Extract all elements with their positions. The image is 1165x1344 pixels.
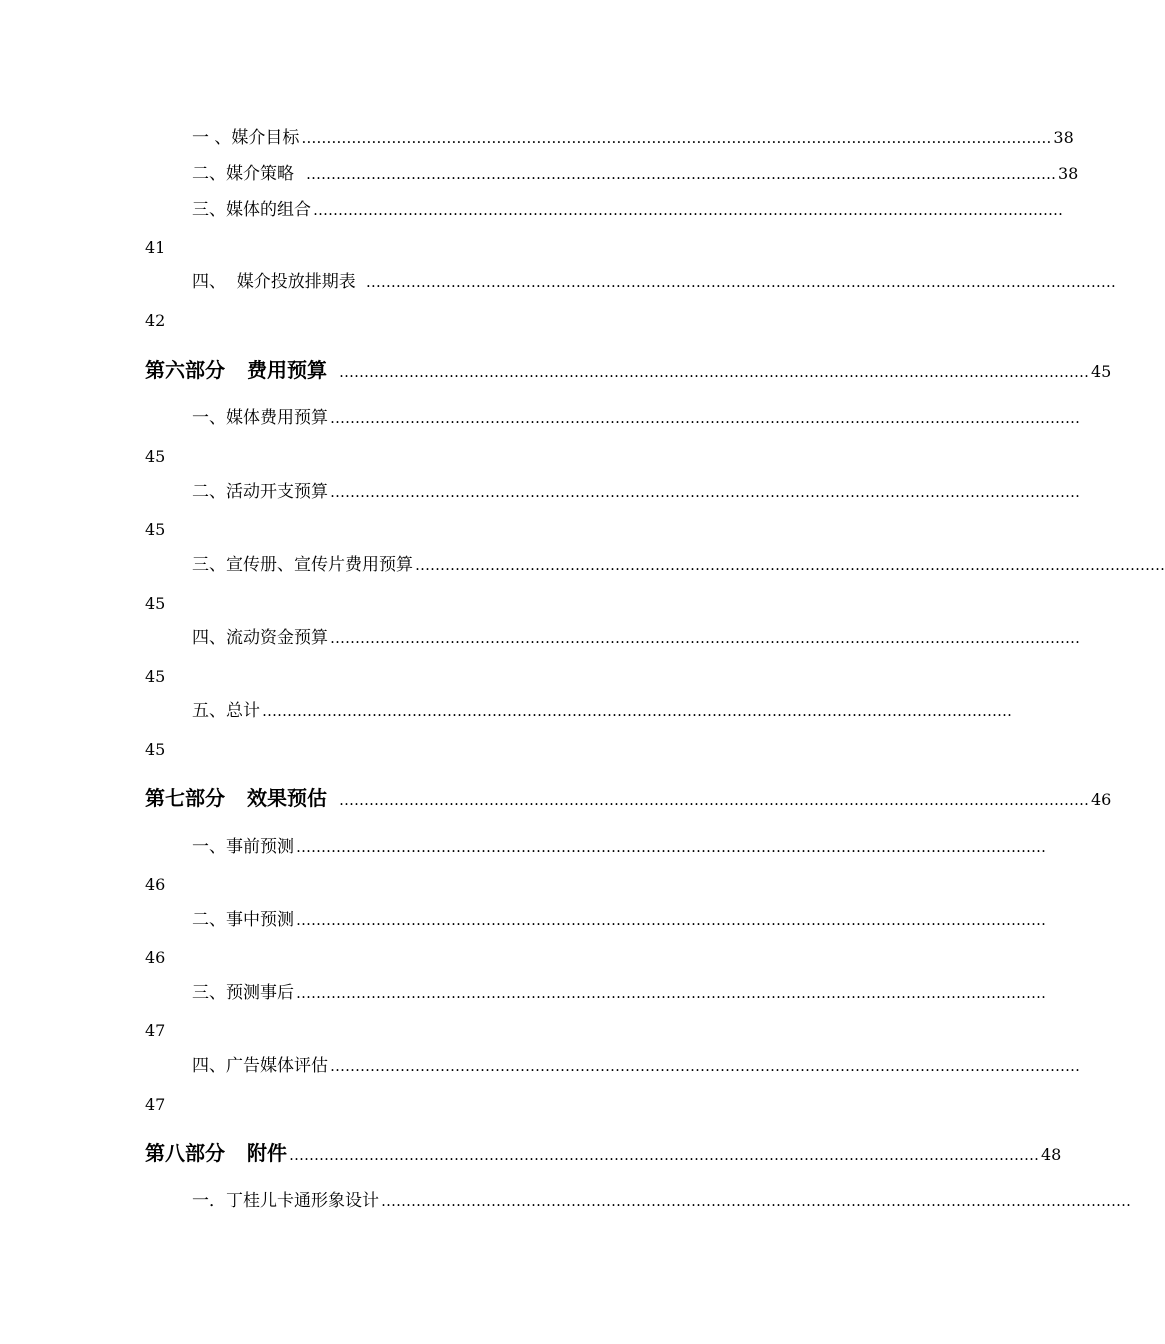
toc-entry[interactable] bbox=[192, 480, 1080, 504]
toc-entry[interactable] bbox=[192, 835, 1046, 859]
toc-entry-page: 45 bbox=[145, 667, 166, 686]
dot-leader: …………………………………………………………………………………………………………………………………… bbox=[330, 483, 1080, 501]
toc-part-page: 46 bbox=[1091, 790, 1112, 809]
toc-entry-page: 38 bbox=[1058, 164, 1079, 183]
toc-entry-page: 46 bbox=[145, 948, 166, 967]
dot-leader: …………………………………………………………………………………………………………………………………… bbox=[330, 629, 1080, 647]
toc-entry-label: 四、流动资金预算 bbox=[192, 628, 328, 648]
toc-entry[interactable] bbox=[192, 981, 1046, 1005]
part-title: 第六部分 bbox=[145, 358, 225, 382]
toc-entry-label: 二、事中预测 bbox=[192, 910, 294, 930]
toc-entry-label: 二、活动开支预算 bbox=[192, 482, 328, 502]
toc-entry-page: 42 bbox=[145, 311, 166, 330]
toc-entry[interactable] bbox=[192, 626, 1080, 650]
dot-leader: …………………………………………………………………………………………………………………………………… bbox=[301, 129, 1052, 147]
toc-entry-page: 41 bbox=[145, 238, 166, 257]
toc-entry-label: 五、总计 bbox=[192, 701, 260, 721]
part-title: 第八部分 bbox=[145, 1141, 225, 1165]
toc-entry[interactable] bbox=[192, 126, 1074, 150]
part-title: 第七部分 bbox=[145, 786, 225, 810]
toc-entry-label: 二、媒介策略 bbox=[192, 164, 294, 184]
toc-entry-page: 45 bbox=[145, 447, 166, 466]
toc-entry-label: 一．丁桂儿卡通形象设计 bbox=[192, 1191, 379, 1211]
toc-entry-page: 47 bbox=[145, 1095, 166, 1114]
toc-entry-label: 三、宣传册、宣传片费用预算 bbox=[192, 555, 413, 575]
toc-entry[interactable] bbox=[192, 699, 1012, 723]
toc-entry[interactable] bbox=[192, 1054, 1080, 1078]
dot-leader: …………………………………………………………………………………………………………………………………… bbox=[296, 911, 1046, 929]
dot-leader: …………………………………………………………………………………………………………………………………… bbox=[262, 702, 1012, 720]
part-name: 附件 bbox=[247, 1141, 287, 1165]
toc-entry[interactable] bbox=[192, 553, 1165, 577]
part-name: 费用预算 bbox=[247, 358, 327, 382]
dot-leader: …………………………………………………………………………………………………………………………………… bbox=[339, 363, 1089, 381]
dot-leader: …………………………………………………………………………………………………………………………………… bbox=[330, 1057, 1080, 1075]
toc-part-heading[interactable] bbox=[145, 784, 1112, 814]
dot-leader: …………………………………………………………………………………………………………………………………… bbox=[415, 556, 1165, 574]
dot-leader: …………………………………………………………………………………………………………………………………… bbox=[296, 838, 1046, 856]
toc-entry[interactable] bbox=[192, 908, 1046, 932]
dot-leader: …………………………………………………………………………………………………………………………………… bbox=[365, 273, 1116, 291]
toc-entry-page: 47 bbox=[145, 1021, 166, 1040]
toc-entry[interactable] bbox=[192, 270, 1116, 294]
toc-entry-label: 一、事前预测 bbox=[192, 837, 294, 857]
toc-entry-label: 四、 媒介投放排期表 bbox=[192, 272, 356, 292]
dot-leader: …………………………………………………………………………………………………………………………………… bbox=[296, 984, 1046, 1002]
dot-leader: …………………………………………………………………………………………………………………………………… bbox=[339, 791, 1089, 809]
toc-entry-label: 四、广告媒体评估 bbox=[192, 1056, 328, 1076]
dot-leader: …………………………………………………………………………………………………………………………………… bbox=[306, 165, 1056, 183]
toc-entry-page: 45 bbox=[145, 740, 166, 759]
toc-entry-page: 46 bbox=[145, 875, 166, 894]
toc-entry-page: 45 bbox=[145, 520, 166, 539]
dot-leader: …………………………………………………………………………………………………………………………………… bbox=[289, 1146, 1039, 1164]
toc-entry-page: 45 bbox=[145, 594, 166, 613]
toc-entry-label: 一 、媒介目标 bbox=[192, 128, 300, 148]
part-name: 效果预估 bbox=[247, 786, 327, 810]
toc-entry[interactable] bbox=[192, 406, 1080, 430]
toc-entry[interactable] bbox=[192, 1189, 1131, 1213]
toc-entry-label: 三、预测事后 bbox=[192, 983, 294, 1003]
toc-part-heading[interactable] bbox=[145, 1139, 1062, 1169]
dot-leader: …………………………………………………………………………………………………………………………………… bbox=[330, 409, 1080, 427]
toc-entry-label: 一、媒体费用预算 bbox=[192, 408, 328, 428]
toc-entry-page: 38 bbox=[1053, 128, 1074, 147]
toc-part-page: 45 bbox=[1091, 362, 1112, 381]
toc-entry-label: 三、媒体的组合 bbox=[192, 200, 311, 220]
toc-part-heading[interactable] bbox=[145, 356, 1112, 386]
dot-leader: …………………………………………………………………………………………………………………………………… bbox=[381, 1192, 1131, 1210]
toc-entry[interactable] bbox=[192, 162, 1079, 186]
toc-entry[interactable] bbox=[192, 198, 1063, 222]
dot-leader: …………………………………………………………………………………………………………………………………… bbox=[313, 201, 1063, 219]
toc-part-page: 48 bbox=[1041, 1145, 1062, 1164]
